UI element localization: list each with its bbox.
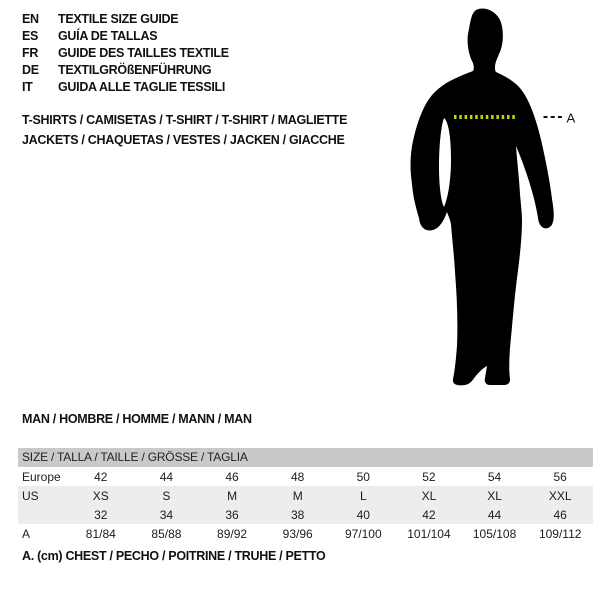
row-label: A: [22, 526, 31, 541]
size-cell: 44: [159, 469, 174, 484]
size-cell: 46: [553, 507, 567, 522]
language-title: GUÍA DE TALLAS: [58, 28, 158, 43]
table-row-chest-a: [18, 524, 593, 543]
size-table: [18, 448, 593, 543]
language-title: TEXTILE SIZE GUIDE: [58, 11, 179, 26]
size-cell: 81/84: [85, 526, 116, 541]
table-row-alt-size: [18, 505, 593, 524]
size-cell: 34: [159, 507, 174, 522]
language-row-de: [22, 61, 229, 78]
language-code: DE: [22, 62, 39, 77]
size-cell: 42: [94, 469, 108, 484]
size-cell: M: [292, 488, 303, 503]
size-cell: XS: [92, 488, 109, 503]
size-cell: 40: [356, 507, 370, 522]
language-row-es: [22, 27, 229, 44]
language-code: IT: [22, 79, 33, 94]
size-cell: 46: [225, 469, 239, 484]
size-cell: 97/100: [344, 526, 382, 541]
category-jackets: JACKETS / CHAQUETAS / VESTES / JACKEN / GIACCHE: [22, 133, 345, 147]
language-code: EN: [22, 11, 39, 26]
table-row-europe: [18, 467, 593, 486]
size-cell: S: [162, 488, 171, 503]
size-cell: XXL: [548, 488, 572, 503]
language-title: TEXTILGRÖßENFÜHRUNG: [58, 62, 212, 77]
size-cell: XL: [421, 488, 437, 503]
section-title-man: MAN / HOMBRE / HOMME / MANN / MAN: [22, 412, 252, 426]
language-row-en: [22, 10, 229, 27]
row-label: Europe: [22, 469, 61, 484]
language-title: GUIDA ALLE TAGLIE TESSILI: [58, 79, 226, 94]
language-list: [22, 10, 229, 95]
language-code: ES: [22, 28, 39, 43]
category-list: [22, 110, 347, 150]
size-cell: 50: [356, 469, 370, 484]
language-code: FR: [22, 45, 39, 60]
size-cell: 44: [487, 507, 502, 522]
size-cell: 32: [94, 507, 108, 522]
row-label: US: [22, 488, 39, 503]
size-cell: 48: [291, 469, 305, 484]
table-row-us: [18, 486, 593, 505]
measurement-footnote: A. (cm) CHEST / PECHO / POITRINE / TRUHE / PETTO: [22, 549, 326, 563]
size-cell: XL: [487, 488, 502, 503]
size-table-header: SIZE / TALLA / TAILLE / GRÖSSE / TAGLIA: [18, 448, 593, 467]
size-cell: 52: [422, 469, 436, 484]
size-cell: 36: [225, 507, 239, 522]
language-row-fr: [22, 44, 229, 61]
man-silhouette-figure: [400, 2, 600, 397]
measure-label-a: A: [566, 110, 576, 126]
size-cell: 54: [487, 469, 502, 484]
size-cell: 109/112: [538, 526, 582, 541]
size-cell: 56: [553, 469, 567, 484]
size-cell: 89/92: [217, 526, 248, 541]
size-cell: M: [227, 488, 238, 503]
size-cell: 85/88: [151, 526, 182, 541]
size-cell: 38: [291, 507, 305, 522]
category-tshirts: T-SHIRTS / CAMISETAS / T-SHIRT / T-SHIRT / MAGLIETTE: [22, 113, 348, 127]
size-cell: 101/104: [407, 526, 451, 541]
size-cell: 42: [422, 507, 436, 522]
language-row-it: [22, 78, 229, 95]
language-title: GUIDE DES TAILLES TEXTILE: [58, 45, 229, 60]
size-cell: 105/108: [472, 526, 517, 541]
size-cell: 93/96: [282, 526, 313, 541]
size-cell: L: [359, 488, 367, 503]
man-silhouette-shape: [411, 8, 554, 385]
